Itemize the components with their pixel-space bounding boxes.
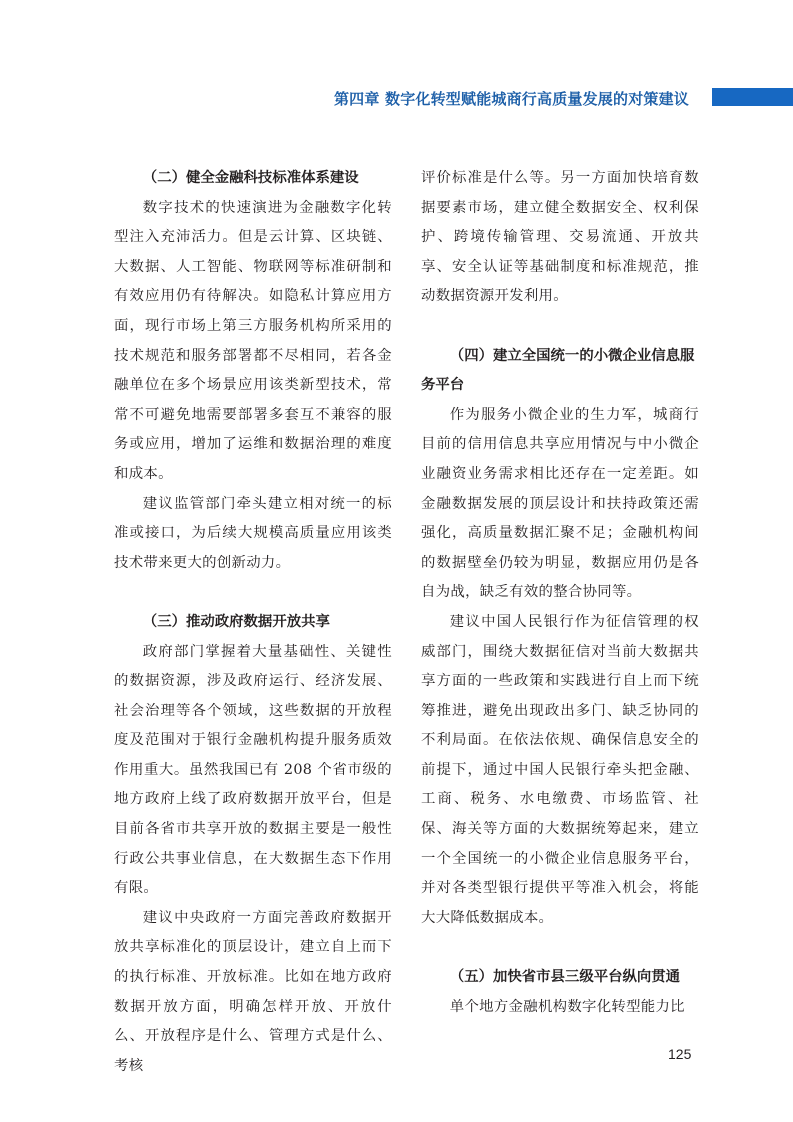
section-4-paragraph-2: 建议中国人民银行作为征信管理的权威部门，围绕大数据征信对当前大数据共享方面的一些政策和实践进行自上而下统筹推进，避免出现政出多门、缺乏协同的不利局面。在依法依规、确保信息安全的前提下，通过中国人民银行牵头把金融、工商、税务、水电缴费、市场监管、社保、海关等方面的大数据统筹起来，建立一个全国统一的小微企业信息服务平台，并对各类型银行提供平等准入机会，将能大大降低数据成本。 — [421, 613, 699, 926]
section-2-paragraph-1: 数字技术的快速演进为金融数字化转型注入充沛活力。但是云计算、区块链、大数据、人工智能、物联网等标准研制和有效应用仍有待解决。如隐私计算应用方面，现行市场上第三方服务机构所采用的技术规范和服务部署都不尽相同，若各金融单位在多个场景应用该类新型技术，常常不可避免地需要部署多套互不兼容的服务或应用，增加了运维和数据治理的难度和成本。 — [114, 199, 392, 482]
section-3-paragraph-2-continued: 评价标准是什么等。另一方面加快培育数据要素市场，建立健全数据安全、权利保护、跨境传输管理、交易流通、开放共享、安全认证等基础制度和标准规范，推动数据资源开发利用。 — [421, 170, 699, 305]
left-column — [114, 164, 392, 1081]
section-5-paragraph-1: 单个地方金融机构数字化转型能力比 — [449, 998, 685, 1015]
section-2-heading: （二）健全金融科技标准体系建设 — [142, 170, 359, 186]
page-number: 125 — [668, 1046, 692, 1062]
section-4-paragraph-1: 作为服务小微企业的生力军，城商行目前的信用信息共享应用情况与中小微企业融资业务需求相比还存在一定差距。如金融数据发展的顶层设计和扶持政策还需强化，高质量数据汇聚不足；金融机构间的数据壁垒仍较为明显，数据应用仍是各自为战，缺乏有效的整合协同等。 — [421, 406, 699, 601]
header-accent-bar — [712, 88, 793, 106]
section-2-paragraph-2: 建议监管部门牵头建立相对统一的标准或接口，为后续大规模高质量应用该类技术带来更大的创新动力。 — [114, 495, 392, 571]
section-4-heading: （四）建立全国统一的小微企业信息服务平台 — [421, 347, 695, 394]
right-column — [421, 164, 699, 1022]
section-3-paragraph-1: 政府部门掌握着大量基础性、关键性的数据资源，涉及政府运行、经济发展、社会治理等各个领域，这些数据的开放程度及范围对于银行金融机构提升服务质效作用重大。虽然我国已有 208 个省市级的地方政府上线了政府数据开放平台，但是目前各省市共享开放的数据主要是一般性行政公共事业信息，在大数据生态下作用有限。 — [114, 643, 392, 897]
section-3-heading: （三）推动政府数据开放共享 — [142, 613, 330, 630]
section-5-heading: （五）加快省市县三级平台纵向贯通 — [449, 969, 681, 986]
chapter-title: 第四章 数字化转型赋能城商行高质量发展的对策建议 — [333, 90, 689, 108]
section-3-paragraph-2: 建议中央政府一方面完善政府数据开放共享标准化的顶层设计，建立自上而下的执行标准、开放标准。比如在地方政府数据开放方面，明确怎样开放、开放什么、开放程序是什么、管理方式是什么、考核 — [114, 909, 392, 1074]
